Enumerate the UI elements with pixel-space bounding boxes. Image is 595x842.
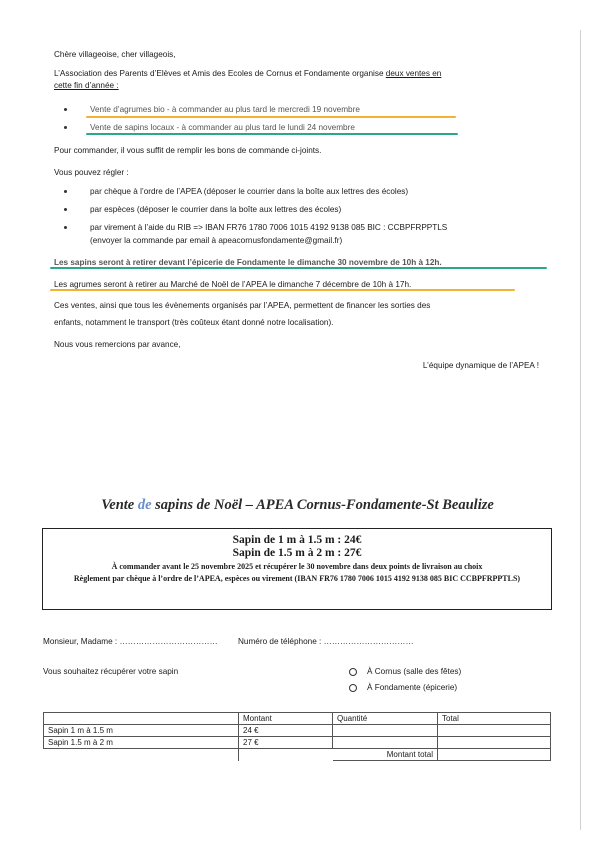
price-line-1: Sapin de 1 m à 1.5 m : 24€ — [232, 534, 362, 546]
pickup-question: Vous souhaitez récupérer votre sapin — [43, 667, 179, 676]
payment-intro: Vous pouvez régler : — [54, 168, 129, 177]
radio-fondamente[interactable] — [349, 684, 357, 692]
table-total-row — [44, 749, 551, 761]
table-row — [44, 737, 551, 749]
row-price: 24 € — [239, 725, 333, 737]
price-box — [42, 528, 552, 610]
order-table — [43, 712, 551, 761]
page-edge-shadow — [580, 30, 581, 830]
bullet — [64, 190, 67, 193]
header-quantite: Quantité — [333, 713, 438, 725]
row-item: Sapin 1 m à 1.5 m — [44, 725, 239, 737]
intro-line: L’Association des Parents d’Elèves et Amis des Ecoles de Cornus et Fondamente organise deux ventes en — [54, 69, 442, 78]
empty-cell — [239, 749, 333, 761]
deadline-text: À commander avant le 25 novembre 2025 et récupérer le 30 novembre dans deux points de livraison au choix — [111, 562, 483, 571]
sale-sapins: Vente de sapins locaux - à commander au plus tard le lundi 24 novembre — [90, 123, 355, 132]
total-cell[interactable] — [438, 725, 551, 737]
closing-line-1: Ces ventes, ainsi que tous les évènements organisés par l’APEA, permettent de financer les sorties des — [54, 301, 431, 310]
highlight-agrumes — [86, 116, 456, 118]
bullet — [64, 126, 67, 129]
intro-underlined: deux ventes en — [385, 69, 442, 78]
customer-name-field[interactable]: Monsieur, Madame : ……………………………… — [43, 637, 218, 646]
price-line-2: Sapin de 1.5 m à 2 m : 27€ — [232, 547, 362, 559]
payment-text: Règlement par chèque à l’ordre de l’APEA, espèces ou virement (IBAN FR76 1780 7006 1015 4192 9138 085 BIC CCBPFRPPTLS) — [73, 574, 521, 583]
header-total: Total — [438, 713, 551, 725]
highlight-pickup-agrumes — [50, 289, 515, 291]
header-montant: Montant — [239, 713, 333, 725]
closing-line-2: enfants, notamment le transport (très coûteux étant donné notre localisation). — [54, 318, 334, 327]
radio-cornus-label: À Cornus (salle des fêtes) — [367, 667, 462, 676]
intro-underlined-2: cette fin d’année : — [54, 81, 119, 90]
payment-transfer: par virement à l’aide du RIB => IBAN FR76 1780 7006 1015 4192 9138 085 BIC : CCBPFRPPTLS — [90, 223, 448, 232]
pickup-sapins: Les sapins seront à retirer devant l’épicerie de Fondamente le dimanche 30 novembre de 10h à 12h. — [54, 258, 442, 267]
empty-cell — [44, 749, 239, 761]
pickup-agrumes: Les agrumes seront à retirer au Marché de Noël de l’APEA le dimanche 7 décembre de 10h à 17h. — [54, 280, 412, 289]
payment-email: (envoyer la commande par email à apeacornusfondamente@gmail.fr) — [90, 236, 343, 245]
grand-total-cell[interactable] — [438, 749, 551, 761]
table-header-row — [44, 713, 551, 725]
quantity-cell[interactable] — [333, 737, 438, 749]
signature: L’équipe dynamique de l’APEA ! — [422, 361, 539, 370]
thanks: Nous vous remercions par avance, — [54, 340, 181, 349]
radio-cornus[interactable] — [349, 668, 357, 676]
greeting: Chère villageoise, cher villageois, — [54, 50, 176, 59]
bullet — [64, 208, 67, 211]
radio-fondamente-label: À Fondamente (épicerie) — [367, 683, 458, 692]
sale-agrumes: Vente d’agrumes bio - à commander au plus tard le mercredi 19 novembre — [90, 105, 360, 114]
total-cell[interactable] — [438, 737, 551, 749]
quantity-cell[interactable] — [333, 725, 438, 737]
table-row — [44, 725, 551, 737]
header-item — [44, 713, 239, 725]
row-item: Sapin 1.5 m à 2 m — [44, 737, 239, 749]
highlight-pickup-sapins — [50, 267, 547, 269]
payment-cheque: par chèque à l’ordre de l’APEA (déposer le courrier dans la boîte aux lettres des écoles) — [90, 187, 409, 196]
bullet — [64, 108, 67, 111]
row-price: 27 € — [239, 737, 333, 749]
form-title: Vente de sapins de Noël – APEA Cornus-Fondamente-St Beaulize — [101, 497, 494, 513]
phone-field[interactable]: Numéro de téléphone : …………………………… — [238, 637, 414, 646]
payment-cash: par espèces (déposer le courrier dans la boîte aux lettres des écoles) — [90, 205, 342, 214]
total-label: Montant total — [333, 749, 438, 761]
highlight-sapins — [86, 133, 458, 135]
order-info: Pour commander, il vous suffit de remplir les bons de commande ci-joints. — [54, 146, 322, 155]
bullet — [64, 226, 67, 229]
